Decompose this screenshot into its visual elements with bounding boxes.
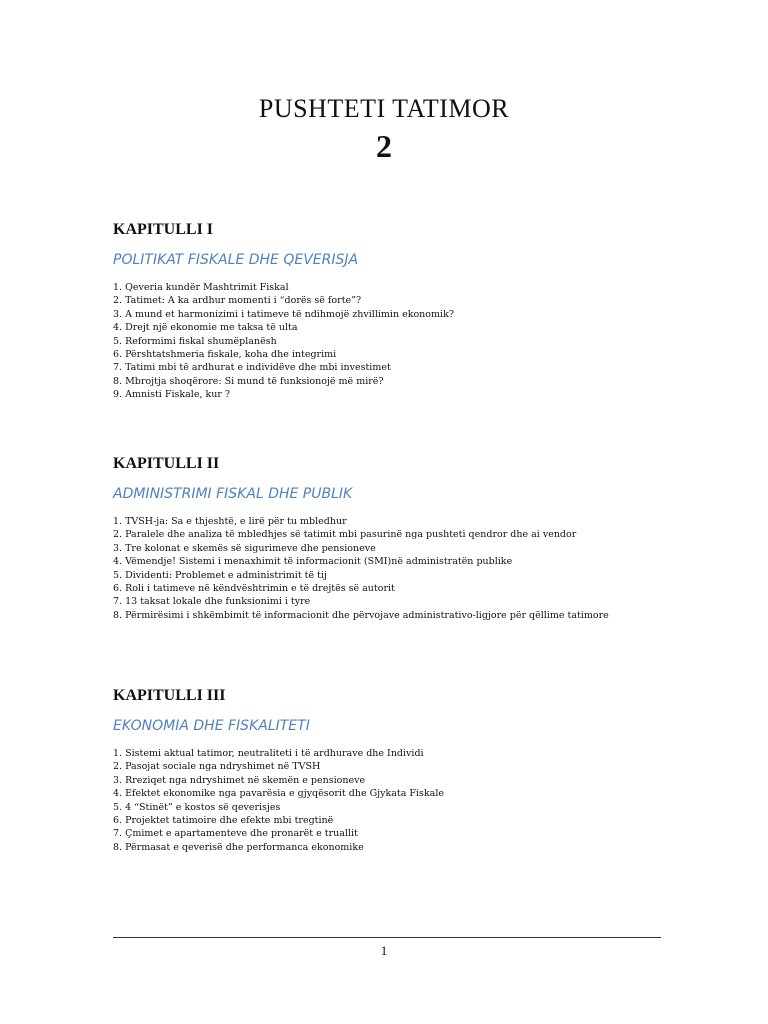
list-item: 2. Paralele dhe analiza të mbledhjes së tatimit mbi pasurinë nga pushteti qendror dhe ai vendor (113, 529, 577, 541)
list-item: 7. 13 taksat lokale dhe funksionimi i tyre (113, 596, 311, 608)
list-item: 1. Qeveria kundër Mashtrimit Fiskal (113, 282, 289, 293)
list-item: 3. Rreziqet nga ndryshimet në skemën e pensioneve (113, 774, 366, 786)
list-item: 3. Tre kolonat e skemës së sigurimeve dhe pensioneve (113, 542, 376, 554)
list-item: 3. A mund et harmonizimi i tatimeve të ndihmojë zhvillimin ekonomik? (113, 308, 454, 320)
list-item: 6. Projektet tatimoire dhe efekte mbi tregtinë (113, 814, 334, 826)
list-item: 1. TVSH-ja: Sa e thjeshtë, e lirë për tu mbledhur (113, 516, 347, 527)
list-item: 1. Sistemi aktual tatimor, neutraliteti i të ardhurave dhe Individi (113, 748, 424, 759)
chapter-item-list (113, 747, 673, 854)
page-number: 1 (380, 943, 388, 958)
list-item: 8. Mbrojtja shoqërore: Si mund të funksionojë më mirë? (113, 375, 384, 387)
chapter-item-list (113, 515, 673, 622)
list-item: 4. Efektet ekonomike nga pavarësia e gjyqësorit dhe Gjykata Fiskale (113, 788, 444, 800)
chapter-heading: KAPITULLI III (113, 687, 226, 704)
list-item: 6. Përshtatshmeria fiskale, koha dhe integrimi (113, 348, 337, 360)
chapter-heading: KAPITULLI II (113, 455, 220, 472)
list-item: 5. Dividenti: Problemet e administrimit të tij (113, 569, 327, 581)
list-item: 5. Reformimi fiskal shumëplanësh (113, 335, 277, 347)
chapter-2 (113, 453, 673, 622)
chapter-subtitle: EKONOMIA DHE FISKALITETI (113, 718, 310, 734)
list-item: 5. 4 “Stinët” e kostos së qeverisjes (113, 801, 281, 813)
list-item: 8. Përmirësimi i shkëmbimit të informacionit dhe përvojave administrativo-ligjore për qëllime tatimore (113, 609, 609, 621)
chapter-heading: KAPITULLI I (113, 221, 214, 238)
list-item: 4. Vëmendje! Sistemi i menaxhimit të informacionit (SMI)në administratën publike (113, 556, 513, 568)
chapter-3 (113, 685, 673, 854)
chapter-1 (113, 219, 673, 402)
list-item: 7. Tatimi mbi të ardhurat e individëve dhe mbi investimet (113, 362, 391, 374)
chapter-subtitle: ADMINISTRIMI FISKAL DHE PUBLIK (113, 486, 353, 502)
list-item: 2. Pasojat sociale nga ndryshimet në TVSH (113, 761, 321, 773)
list-item: 6. Roli i tatimeve në këndvështrimin e të drejtës së autorit (113, 582, 395, 594)
document-title: PUSHTETI TATIMOR (258, 94, 510, 123)
list-item: 8. Përmasat e qeverisë dhe performanca ekonomike (113, 841, 364, 853)
list-item: 9. Amnisti Fiskale, kur ? (113, 389, 231, 401)
chapter-subtitle: POLITIKAT FISKALE DHE QEVERISJA (113, 252, 359, 268)
list-item: 7. Çmimet e apartamenteve dhe pronarët e truallit (113, 828, 358, 840)
document-volume-number: 2 (376, 128, 392, 164)
list-item: 4. Drejt një ekonomie me taksa të ulta (113, 322, 298, 334)
list-item: 2. Tatimet: A ka ardhur momenti i “dorës së forte”? (113, 295, 362, 307)
footer-divider (113, 937, 661, 938)
chapter-item-list (113, 281, 673, 402)
